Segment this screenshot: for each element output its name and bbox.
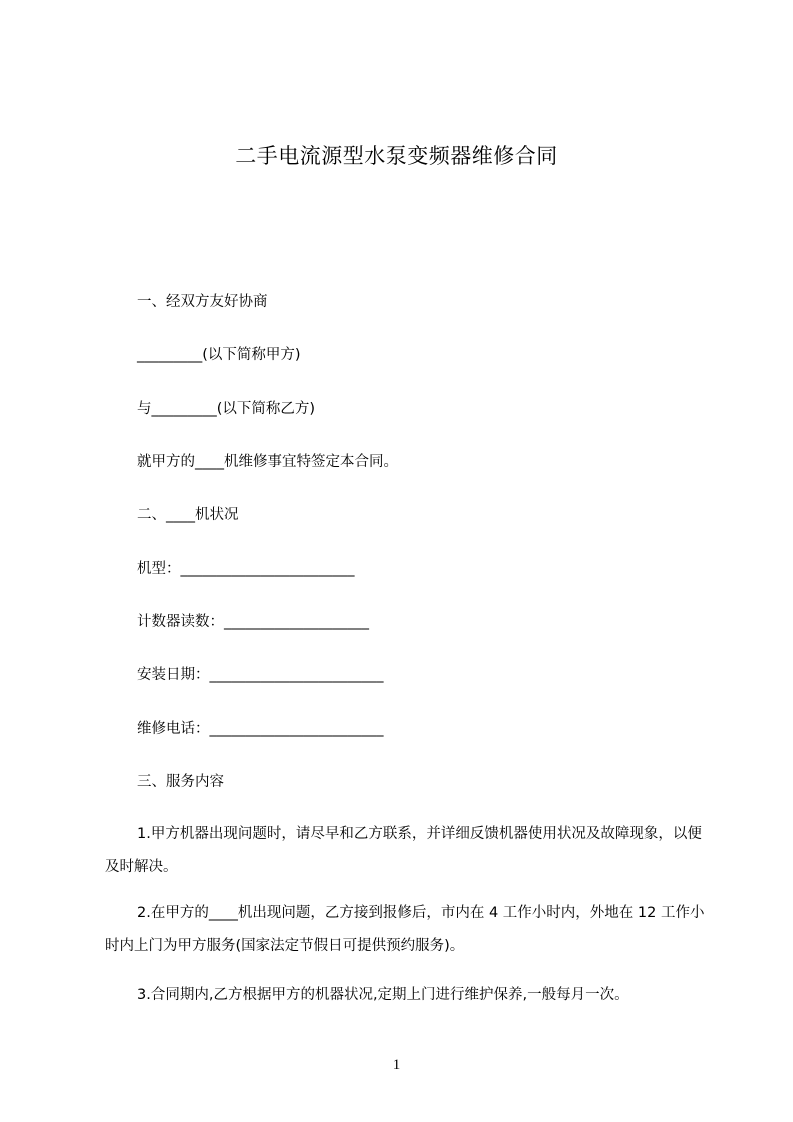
section-1-heading: 一、经双方友好协商 — [137, 294, 268, 310]
service-item-3 — [105, 979, 705, 1012]
repair-phone-field: 维修电话：________________________ — [137, 721, 384, 737]
document-title: 二手电流源型水泵变频器维修合同 — [235, 144, 558, 168]
party-b-line: 与_________(以下简称乙方) — [137, 401, 316, 417]
purpose-line: 就甲方的____机维修事宜特签定本合同。 — [137, 454, 398, 470]
model-field: 机型：________________________ — [137, 561, 355, 577]
counter-reading-field: 计数器读数：____________________ — [137, 614, 369, 630]
service-item-2 — [105, 897, 705, 963]
party-a-line: _________(以下简称甲方) — [137, 347, 301, 363]
section-2-heading: 二、____机状况 — [137, 507, 239, 523]
page-number: 1 — [392, 1057, 401, 1073]
section-3-heading: 三、服务内容 — [137, 774, 224, 790]
service-item-1-text: 1.甲方机器出现问题时，请尽早和乙方联系，并详细反馈机器使用状况及故障现象，以便及时解决。 — [105, 826, 702, 875]
service-item-3-text: 3.合同期内,乙方根据甲方的机器状况,定期上门进行维护保养,一般每月一次。 — [137, 987, 629, 1003]
service-item-1 — [105, 818, 705, 884]
install-date-field: 安装日期：________________________ — [137, 667, 384, 683]
service-item-2-text: 2.在甲方的____机出现问题，乙方接到报修后，市内在 4 工作小时内，外地在 12 工作小时内上门为甲方服务(国家法定节假日可提供预约服务)。 — [105, 905, 705, 954]
